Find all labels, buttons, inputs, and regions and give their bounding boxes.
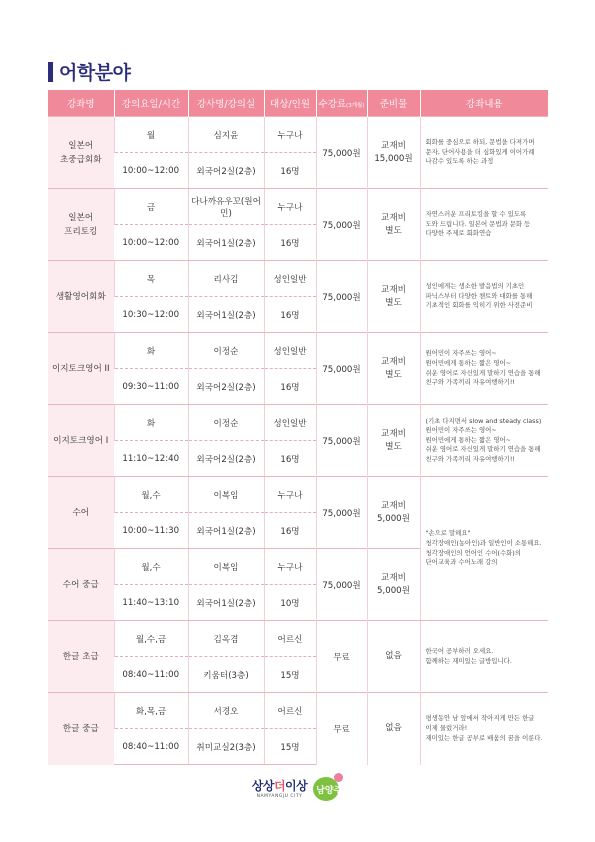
course-capacity: 16명 (264, 513, 316, 549)
course-materials (367, 693, 420, 765)
course-target: 성인일반 (264, 261, 316, 297)
course-target: 누구나 (264, 477, 316, 513)
course-time: 10:00~12:00 (114, 153, 188, 189)
header-fee-label: 수강료 (318, 99, 347, 110)
course-room: 외국어2실(2층) (188, 153, 264, 189)
course-room: 외국어1실(2층) (188, 297, 264, 333)
content-line: 쉬운 영어로 자신있게 말하기 연습을 통해 (425, 445, 541, 454)
course-capacity: 16명 (264, 369, 316, 405)
content-line: "손으로 말해요" (425, 529, 471, 538)
city-slogan (252, 777, 307, 799)
content-line: 함께하는 재미있는 글방입니다. (425, 656, 512, 665)
course-name-cell (48, 117, 114, 189)
course-day: 금 (114, 189, 188, 225)
course-teacher: 심지윤 (188, 117, 264, 153)
materials-line: 15,000원 (374, 153, 413, 164)
content-line: 쉬운 영어로 자신있게 말하기 연습을 통해 (425, 368, 541, 377)
course-name-line: 한글 중급 (62, 723, 99, 734)
course-name-line: 이지토크영어 I (53, 435, 109, 446)
header-content: 강좌내용 (420, 90, 548, 117)
course-name-cell (48, 405, 114, 477)
content-line: 다양한 주제로 회화연습 (425, 229, 492, 238)
course-room: 외국어1실(2층) (188, 585, 264, 621)
course-content (420, 333, 548, 405)
header-day-time: 강의요일/시간 (114, 90, 188, 117)
table-body (48, 117, 548, 765)
content-line: 평생동안 남 앞에서 작아지게 만든 한글 (425, 714, 535, 723)
course-capacity: 10명 (264, 585, 316, 621)
header-target-capacity: 대상/인원 (264, 90, 316, 117)
course-teacher: 리사김 (188, 261, 264, 297)
course-time: 08:40~11:00 (114, 729, 188, 765)
course-fee: 75,000원 (316, 549, 367, 621)
content-line: 원어민이 자주쓰는 영어~ (425, 426, 497, 435)
materials-line: 교재비 (381, 140, 406, 151)
course-time: 10:00~12:00 (114, 225, 188, 261)
course-name-cell (48, 549, 114, 621)
materials-line: 없음 (385, 723, 402, 734)
course-capacity: 16명 (264, 441, 316, 477)
course-day: 월,수 (114, 477, 188, 513)
course-time: 10:00~11:30 (114, 513, 188, 549)
materials-line: 교재비 (381, 572, 406, 583)
header-teacher-room: 강사명/강의실 (188, 90, 264, 117)
content-line: 단어교육과 수어노래 강의 (425, 558, 498, 567)
course-fee: 무료 (316, 693, 367, 765)
course-fee: 무료 (316, 621, 367, 693)
content-line: 청각장애인(농아인)과 일반인이 소통해요. (425, 538, 542, 547)
course-name-line: 프리토킹 (64, 226, 98, 237)
logo-mark-text: 남양주 (316, 786, 343, 796)
course-room: 취미교실2(3층) (188, 729, 264, 765)
course-day: 월,수,금 (114, 621, 188, 657)
course-room: 외국어1실(2층) (188, 513, 264, 549)
course-capacity: 16명 (264, 225, 316, 261)
course-day: 월,수 (114, 549, 188, 585)
content-line: 청각장애인의 언어인 수어(수화)의 (425, 548, 521, 557)
course-content (420, 261, 548, 333)
course-fee: 75,000원 (316, 405, 367, 477)
materials-line: 교재비 (381, 356, 406, 367)
course-name-cell (48, 621, 114, 693)
course-day: 화 (114, 333, 188, 369)
course-materials (367, 477, 420, 549)
materials-line: 교재비 (381, 284, 406, 295)
course-content (420, 117, 548, 189)
materials-line: 별도 (385, 297, 402, 308)
slogan-part3: 이상 (285, 779, 308, 793)
materials-line: 별도 (385, 225, 402, 236)
course-name-line: 수어 (72, 507, 90, 518)
logo-dot (334, 773, 343, 782)
course-capacity: 15명 (264, 657, 316, 693)
course-content (420, 693, 548, 765)
course-materials (367, 549, 420, 621)
course-time: 11:10~12:40 (114, 441, 188, 477)
content-line: 한국어 공부하러 오세요. (425, 646, 494, 655)
course-name-cell (48, 333, 114, 405)
course-time: 09:30~11:00 (114, 369, 188, 405)
course-capacity: 16명 (264, 153, 316, 189)
content-line: 기초적인 회화를 익히기 위한 사전준비 (425, 301, 533, 310)
course-room: 외국어2실(2층) (188, 441, 264, 477)
course-fee: 75,000원 (316, 261, 367, 333)
course-fee: 75,000원 (316, 189, 367, 261)
course-teacher: 김옥겸 (188, 621, 264, 657)
content-line: 친구와 가족끼리 자유여행하기!! (425, 378, 515, 387)
section-title-text: 어학분야 (59, 62, 131, 84)
table-header-row (48, 90, 548, 117)
slogan-sub: NAMYANGJU CITY (256, 794, 303, 799)
section-title (48, 58, 130, 85)
content-line: 원어민에게 통하는 짧은 영어~ (425, 358, 512, 367)
materials-line: 없음 (385, 651, 402, 661)
course-fee: 75,000원 (316, 477, 367, 549)
course-fee: 75,000원 (316, 333, 367, 405)
content-line: (기초 다지면서 slow and steady class) (425, 416, 542, 425)
content-line: 원어민에게 통하는 짧은 영어~ (425, 435, 512, 444)
course-name-line: 일본어 (68, 212, 94, 223)
materials-line: 별도 (385, 441, 402, 452)
content-line: 파닉스부터 다양한 챈트와 대화를 통해 (425, 291, 533, 300)
course-target: 어르신 (264, 621, 316, 657)
slogan-part1: 상상 (251, 779, 274, 793)
content-line: 재미있는 한글 공부로 배움의 꿈을 이룬다. (425, 733, 543, 742)
course-row (48, 693, 548, 729)
course-row (48, 477, 548, 513)
course-row (48, 189, 548, 225)
content-line: 도와 드립니다. 일본어 문법과 문화 등 (425, 219, 531, 228)
materials-line: 5,000원 (377, 585, 410, 596)
course-day: 월 (114, 117, 188, 153)
course-materials (367, 621, 420, 693)
course-name-line: 생활영어회화 (55, 291, 106, 302)
content-line: 원어민이 자주쓰는 영어~ (425, 349, 497, 358)
course-room: 키움터(3층) (188, 657, 264, 693)
materials-line: 교재비 (381, 500, 406, 511)
course-day: 화 (114, 405, 188, 441)
course-teacher: 이복임 (188, 477, 264, 513)
header-materials: 준비물 (367, 90, 420, 117)
course-capacity: 15명 (264, 729, 316, 765)
footer-logo (0, 773, 595, 803)
course-name-cell (48, 189, 114, 261)
course-name-line: 초중급회화 (59, 154, 102, 165)
course-name-cell (48, 693, 114, 765)
course-content (420, 189, 548, 261)
course-name-line: 한글 초급 (62, 651, 99, 662)
content-line: 자연스러운 프리토킹을 할 수 있도록 (425, 210, 527, 219)
course-materials (367, 261, 420, 333)
course-target: 누구나 (264, 117, 316, 153)
course-teacher: 이복임 (188, 549, 264, 585)
course-materials (367, 333, 420, 405)
course-target: 성인일반 (264, 405, 316, 441)
course-name-line: 수어 중급 (62, 579, 99, 590)
materials-line: 교재비 (381, 428, 406, 439)
course-row (48, 261, 548, 297)
course-teacher: 서경오 (188, 693, 264, 729)
course-row (48, 405, 548, 441)
content-line: 성인에게는 생소한 발음법의 기초인 (425, 282, 525, 291)
course-row (48, 117, 548, 153)
course-teacher: 다나까유우꼬(원어민) (188, 189, 264, 225)
header-fee-note: (3개월) (346, 103, 365, 109)
course-row (48, 333, 548, 369)
course-target: 성인일반 (264, 333, 316, 369)
slogan-main (252, 777, 307, 794)
course-name-cell (48, 261, 114, 333)
city-logo-icon (313, 773, 343, 803)
slogan-part2: 더 (273, 779, 286, 793)
course-target: 어르신 (264, 693, 316, 729)
course-name-line: 일본어 (68, 140, 94, 151)
content-line: 회화를 중심으로 하되, 문법을 다져가며 (425, 138, 535, 147)
course-materials (367, 189, 420, 261)
materials-line: 교재비 (381, 212, 406, 223)
course-name-cell (48, 477, 114, 549)
course-content (420, 621, 548, 693)
course-materials (367, 405, 420, 477)
materials-line: 별도 (385, 369, 402, 380)
title-bar-mark (48, 62, 53, 82)
content-line: 나감수 있도록 하는 과정 (425, 157, 494, 166)
course-capacity: 16명 (264, 297, 316, 333)
course-row (48, 621, 548, 657)
course-content (420, 405, 548, 477)
course-target: 누구나 (264, 189, 316, 225)
header-fee (316, 90, 367, 117)
course-time: 11:40~13:10 (114, 585, 188, 621)
course-content-shared (420, 477, 548, 621)
content-line: 친구와 가족끼리 자유여행하기!! (425, 454, 515, 463)
course-table (48, 90, 548, 765)
course-room: 외국어2실(2층) (188, 369, 264, 405)
course-teacher: 이정순 (188, 405, 264, 441)
content-line: 이제 물렀거라! (425, 723, 468, 732)
course-teacher: 이정순 (188, 333, 264, 369)
course-target: 누구나 (264, 549, 316, 585)
course-fee: 75,000원 (316, 117, 367, 189)
content-line: 문자, 단어사용을 더 심화있게 이어가례 (425, 147, 535, 156)
course-materials (367, 117, 420, 189)
course-name-line: 이지토크영어 II (51, 363, 110, 374)
materials-line: 5,000원 (377, 513, 410, 524)
course-day: 목 (114, 261, 188, 297)
course-time: 08:40~11:00 (114, 657, 188, 693)
course-day: 화,목,금 (114, 693, 188, 729)
course-room: 외국어1실(2층) (188, 225, 264, 261)
header-course: 강좌명 (48, 90, 114, 117)
course-time: 10:30~12:00 (114, 297, 188, 333)
